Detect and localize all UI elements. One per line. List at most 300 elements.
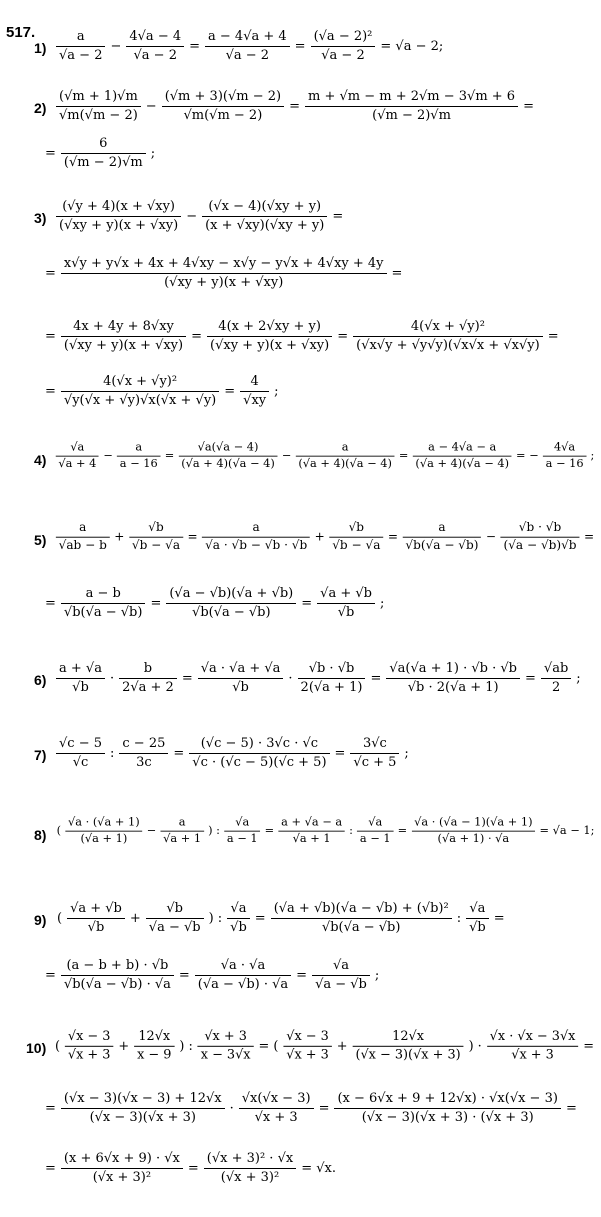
numerator: √b · √b <box>298 660 366 679</box>
operator: = <box>173 746 185 761</box>
fraction <box>352 1028 463 1065</box>
numerator: √a · (√a − 1)(√a + 1) <box>412 815 536 832</box>
fraction <box>129 520 183 554</box>
numerator: √a · (√a + 1) <box>65 815 142 832</box>
operator: + <box>118 1038 130 1054</box>
denominator: (√a + 1) <box>80 832 128 846</box>
operator: ; <box>404 746 409 761</box>
numerator: √x − 3 <box>65 1028 114 1047</box>
numerator: √a · √a + √a <box>198 660 284 679</box>
denominator: a − 1 <box>226 832 258 846</box>
operator: = <box>187 530 198 545</box>
fraction <box>239 1090 314 1127</box>
numerator: √a · √a <box>195 957 291 976</box>
equation-line <box>54 198 346 235</box>
operator: = <box>178 968 190 983</box>
numerator: √a <box>312 957 370 976</box>
operator: − <box>186 209 198 224</box>
fraction <box>317 585 375 622</box>
denominator: a − 16 <box>545 457 584 471</box>
fraction <box>195 957 291 994</box>
fraction <box>204 1150 296 1187</box>
operator: : <box>349 824 353 838</box>
operator: = <box>387 530 398 545</box>
numerator: b <box>119 660 177 679</box>
operator: · <box>229 1101 234 1116</box>
numerator: √a(√a + 1) · √b · √b <box>386 660 520 679</box>
denominator: √b · 2(√a + 1) <box>407 680 499 695</box>
equation-line <box>42 255 405 292</box>
numerator: √b <box>129 520 183 538</box>
operator: = <box>45 266 56 281</box>
numerator: √ab <box>541 660 571 679</box>
operator: = <box>391 266 403 281</box>
numerator: √a + √b <box>67 900 125 919</box>
denominator: √x + 3 <box>511 1047 554 1063</box>
denominator: √b <box>337 605 355 620</box>
operator: = <box>45 596 56 611</box>
operator: : <box>110 746 115 761</box>
operator: = <box>547 329 559 344</box>
operator: − <box>145 99 157 114</box>
operator: = <box>337 329 349 344</box>
fraction <box>413 440 512 472</box>
denominator: √b <box>87 920 105 935</box>
fraction <box>386 660 520 697</box>
equation-line <box>42 957 382 994</box>
numerator: 12√x <box>134 1028 174 1047</box>
denominator: (√a − √b) · √a <box>197 977 289 992</box>
operator: = <box>583 530 595 545</box>
denominator: √x + 3 <box>67 1047 111 1063</box>
equation-line <box>54 735 412 772</box>
equation-line <box>42 135 158 172</box>
operator: − <box>110 39 122 54</box>
operator: = <box>181 671 193 686</box>
fraction <box>329 520 383 554</box>
numerator: a − 4√a + 4 <box>205 28 290 47</box>
operator: − <box>281 449 292 463</box>
fraction <box>134 1028 174 1065</box>
fraction <box>61 957 174 994</box>
operator: ; <box>150 146 156 161</box>
denominator: (√xy + y)(x + √xy) <box>59 218 179 233</box>
operator: = − <box>515 449 539 463</box>
equation-line <box>54 900 508 937</box>
fraction <box>56 198 181 235</box>
operator: − <box>103 449 113 463</box>
operator: = <box>264 824 275 838</box>
fraction <box>61 255 387 292</box>
denominator: √a − 2 <box>225 48 270 63</box>
fraction <box>202 198 327 235</box>
operator: + <box>314 530 325 545</box>
fraction <box>119 735 168 772</box>
denominator: √a · √b − √b · √b <box>205 538 308 553</box>
numerator: √x · √x − 3√x <box>487 1028 579 1047</box>
numerator: a + √a <box>56 660 105 679</box>
numerator: (√m + 1)√m <box>56 88 141 107</box>
operator: + <box>114 530 125 545</box>
operator: ) · <box>468 1038 482 1054</box>
numerator: √b <box>329 520 383 538</box>
denominator: √a − 2 <box>133 48 177 63</box>
operator: = <box>332 209 344 224</box>
numerator: √a(√a − 4) <box>179 440 278 457</box>
fraction <box>61 1090 225 1127</box>
numerator: √b · √b <box>501 520 580 538</box>
fraction <box>61 318 186 355</box>
operator: = <box>45 329 56 344</box>
fraction <box>189 735 329 772</box>
operator: ; <box>374 968 380 983</box>
denominator: (√x − 3)(√x + 3) <box>355 1047 461 1063</box>
fraction <box>161 815 204 847</box>
denominator: √b(√a − √b) <box>405 538 479 553</box>
denominator: (√a + 4)(√a − 4) <box>415 457 510 471</box>
numerator: a + √a − a <box>279 815 345 832</box>
numerator: 4(√x + √y)² <box>61 373 219 392</box>
denominator: √b(√a − √b) <box>192 605 271 620</box>
fraction <box>357 815 393 847</box>
denominator: (√a + 4)(√a − 4) <box>298 457 392 471</box>
denominator: a − 1 <box>359 832 391 846</box>
operator: = <box>289 99 300 114</box>
item-label: 1) <box>34 40 47 56</box>
denominator: √xy <box>243 393 267 408</box>
denominator: (√xy + y)(x + √xy) <box>210 338 330 353</box>
operator: = <box>370 671 382 686</box>
numerator: 3√c <box>350 735 399 754</box>
numerator: 4 <box>240 373 269 392</box>
operator: = <box>397 824 408 838</box>
operator: = <box>187 1161 199 1176</box>
operator: ; <box>576 671 581 686</box>
operator: = <box>254 911 266 926</box>
fraction <box>207 318 332 355</box>
fraction <box>353 318 543 355</box>
fraction <box>311 28 376 65</box>
denominator: √x + 3 <box>286 1047 329 1063</box>
fraction <box>179 440 278 472</box>
numerator: (√a + √b)(√a − √b) + (√b)² <box>271 900 452 919</box>
denominator: 2√a + 2 <box>122 680 174 695</box>
equation-line <box>54 520 597 554</box>
operator: = <box>565 1101 577 1116</box>
denominator: √a − 2 <box>59 48 103 63</box>
equation-line <box>42 318 562 355</box>
fraction <box>350 735 399 772</box>
operator: ( <box>57 911 63 926</box>
fraction <box>67 900 125 937</box>
fraction <box>271 900 452 937</box>
numerator: (√y + 4)(x + √xy) <box>56 198 181 217</box>
numerator: (√a − √b)(√a + √b) <box>166 585 296 604</box>
numerator: (√c − 5) · 3√c · √c <box>189 735 329 754</box>
numerator: 4(x + 2√xy + y) <box>207 318 332 337</box>
fraction <box>296 440 395 472</box>
fraction <box>541 660 571 697</box>
denominator: (√a − √b)√b <box>503 538 577 553</box>
fraction <box>227 900 250 937</box>
numerator: √a <box>466 900 489 919</box>
fraction <box>501 520 580 554</box>
operator: = <box>164 449 175 463</box>
operator: ; <box>379 596 385 611</box>
denominator: (√xy + y)(x + √xy) <box>164 275 284 290</box>
denominator: (√x + 3)² <box>220 1170 280 1185</box>
denominator: √y(√x + √y)√x(√x + √y) <box>63 393 217 408</box>
denominator: √ab − b <box>58 538 107 553</box>
operator: = <box>45 1161 56 1176</box>
numerator: a <box>403 520 482 538</box>
denominator: (√a + 1) · √a <box>437 832 510 846</box>
fraction <box>146 900 204 937</box>
denominator: √c + 5 <box>353 755 397 770</box>
denominator: √b(√a − √b) <box>321 920 401 935</box>
denominator: √a + 4 <box>58 457 97 471</box>
operator: · <box>109 671 115 686</box>
operator: ; <box>590 449 595 463</box>
numerator: c − 25 <box>119 735 168 754</box>
denominator: √m(√m − 2) <box>59 108 138 123</box>
numerator: √a + √b <box>317 585 375 604</box>
operator: = <box>301 596 313 611</box>
numerator: a − 4√a − a <box>413 440 512 457</box>
denominator: 3c <box>136 755 152 770</box>
operator: = ( <box>258 1038 279 1054</box>
fraction <box>166 585 296 622</box>
item-label: 2) <box>34 100 47 116</box>
denominator: √b(√a − √b) · √a <box>63 977 171 992</box>
fraction <box>61 1150 183 1187</box>
operator: · <box>288 671 293 686</box>
numerator: 6 <box>61 135 146 154</box>
denominator: √x + 3 <box>254 1110 298 1125</box>
operator: = <box>45 1101 56 1116</box>
denominator: √c <box>72 755 89 770</box>
fraction <box>240 373 269 410</box>
operator: : <box>456 911 462 926</box>
denominator: (√x + 3)² <box>92 1170 152 1185</box>
denominator: √b <box>230 920 247 935</box>
operator: ) : <box>208 824 220 838</box>
denominator: √a − √b <box>315 977 367 992</box>
fraction <box>298 660 366 697</box>
numerator: x√y + y√x + 4x + 4√xy − x√y − y√x + 4√xy + 4y <box>61 255 387 274</box>
equation-line <box>54 28 446 65</box>
denominator: 2 <box>551 680 561 695</box>
numerator: √x(√x − 3) <box>239 1090 314 1109</box>
operator: = <box>334 746 346 761</box>
operator: ( <box>54 1038 60 1054</box>
operator: = √x. <box>301 1161 336 1176</box>
item-label: 9) <box>34 912 47 928</box>
operator: = <box>150 596 162 611</box>
denominator: x − 9 <box>137 1047 172 1063</box>
denominator: (√m − 2)√m <box>63 155 143 170</box>
fraction <box>305 88 518 125</box>
fraction <box>126 28 184 65</box>
equation-line <box>42 373 282 410</box>
fraction <box>279 815 345 847</box>
operator: = <box>398 449 409 463</box>
numerator: (√x − 3)(√x − 3) + 12√x <box>61 1090 225 1109</box>
denominator: √a − 2 <box>321 48 365 63</box>
numerator: a <box>202 520 310 538</box>
denominator: √b <box>469 920 486 935</box>
item-label: 7) <box>34 747 47 763</box>
equation-line <box>54 440 597 472</box>
denominator: a − 16 <box>119 457 158 471</box>
fraction <box>117 440 160 472</box>
fraction <box>56 660 105 697</box>
operator: = √a − 2; <box>380 39 444 54</box>
item-label: 6) <box>34 672 47 688</box>
numerator: (√a − 2)² <box>311 28 376 47</box>
denominator: √m(√m − 2) <box>183 108 263 123</box>
operator: = <box>189 39 201 54</box>
equation-line <box>54 815 597 847</box>
fraction <box>61 135 146 172</box>
operator: = <box>45 968 56 983</box>
item-label: 4) <box>34 452 47 468</box>
operator: = √a − 1; <box>539 824 595 838</box>
denominator: 2(√a + 1) <box>300 680 363 695</box>
denominator: √b − √a <box>131 538 181 553</box>
denominator: √b <box>232 680 249 695</box>
operator: − <box>146 824 157 838</box>
operator: = <box>525 671 536 686</box>
numerator: a <box>117 440 160 457</box>
fraction <box>202 520 310 554</box>
fraction <box>56 735 105 772</box>
denominator: √a + 1 <box>163 832 202 846</box>
numerator: a − b <box>61 585 146 604</box>
operator: = <box>318 1101 330 1116</box>
operator: ) : <box>179 1038 193 1054</box>
numerator: √a <box>224 815 260 832</box>
operator: = <box>294 39 306 54</box>
numerator: √c − 5 <box>56 735 105 754</box>
operator: ( <box>56 824 62 838</box>
numerator: √a <box>357 815 393 832</box>
numerator: (x + 6√x + 9) · √x <box>61 1150 183 1169</box>
equation-line <box>42 1150 339 1187</box>
fraction <box>119 660 177 697</box>
equation-line <box>52 1028 597 1065</box>
item-label: 8) <box>34 827 47 843</box>
numerator: 4√a <box>543 440 586 457</box>
fraction <box>224 815 260 847</box>
denominator: (x + √xy)(√xy + y) <box>205 218 325 233</box>
equation-line <box>42 1090 580 1127</box>
numerator: m + √m − m + 2√m − 3√m + 6 <box>305 88 518 107</box>
item-label: 10) <box>26 1040 47 1056</box>
fraction <box>61 585 146 622</box>
denominator: √b(√a − √b) <box>63 605 143 620</box>
fraction <box>65 815 142 847</box>
operator: = <box>45 146 56 161</box>
numerator: √a <box>227 900 250 919</box>
operator: = <box>493 911 505 926</box>
numerator: a <box>296 440 395 457</box>
fraction <box>487 1028 579 1065</box>
operator: = <box>45 384 56 399</box>
numerator: (√m + 3)(√m − 2) <box>162 88 284 107</box>
denominator: √b <box>72 680 89 695</box>
denominator: (√x − 3)(√x + 3) · (√x + 3) <box>361 1110 534 1125</box>
denominator: (√x − 3)(√x + 3) <box>89 1110 196 1125</box>
numerator: √b <box>146 900 204 919</box>
denominator: (√m − 2)√m <box>372 108 451 123</box>
operator: ; <box>274 384 279 399</box>
fraction <box>65 1028 114 1065</box>
numerator: (√x + 3)² · √x <box>204 1150 296 1169</box>
denominator: √a − √b <box>148 920 201 935</box>
numerator: a <box>161 815 204 832</box>
item-label: 3) <box>34 210 47 226</box>
denominator: √c · (√c − 5)(√c + 5) <box>192 755 327 770</box>
numerator: √x + 3 <box>198 1028 254 1047</box>
fraction <box>56 520 110 554</box>
denominator: √a + 1 <box>292 832 331 846</box>
operator: − <box>485 530 497 545</box>
denominator: x − 3√x <box>200 1047 251 1063</box>
denominator: (√a + 4)(√a − 4) <box>181 457 275 471</box>
equation-line <box>42 585 387 622</box>
numerator: 4x + 4y + 8√xy <box>61 318 186 337</box>
fraction <box>162 88 284 125</box>
fraction <box>61 373 219 410</box>
fraction <box>56 88 141 125</box>
item-label: 5) <box>34 532 47 548</box>
numerator: √x − 3 <box>283 1028 332 1047</box>
fraction <box>198 1028 254 1065</box>
fraction <box>198 660 284 697</box>
operator: + <box>336 1038 348 1054</box>
operator: = <box>523 99 534 114</box>
fraction <box>56 28 105 65</box>
fraction <box>283 1028 332 1065</box>
fraction <box>412 815 536 847</box>
fraction <box>334 1090 560 1127</box>
fraction <box>56 440 99 472</box>
equation-line <box>54 660 584 697</box>
operator: + <box>129 911 141 926</box>
numerator: (√x − 4)(√xy + y) <box>202 198 327 217</box>
denominator: (√xy + y)(x + √xy) <box>63 338 184 353</box>
fraction <box>205 28 290 65</box>
fraction <box>543 440 586 472</box>
numerator: (x − 6√x + 9 + 12√x) · √x(√x − 3) <box>334 1090 560 1109</box>
denominator: √b − √a <box>332 538 381 553</box>
numerator: 12√x <box>352 1028 463 1047</box>
fraction <box>312 957 370 994</box>
operator: = <box>224 384 236 399</box>
operator: = <box>191 329 203 344</box>
operator: = <box>583 1038 595 1054</box>
numerator: a <box>56 520 110 538</box>
denominator: (√x√y + √y√y)(√x√x + √x√y) <box>356 338 540 353</box>
numerator: √a <box>56 440 99 457</box>
operator: = <box>296 968 308 983</box>
operator: ) : <box>208 911 223 926</box>
numerator: (a − b + b) · √b <box>61 957 174 976</box>
fraction <box>403 520 482 554</box>
numerator: 4(√x + √y)² <box>353 318 543 337</box>
numerator: a <box>56 28 105 47</box>
